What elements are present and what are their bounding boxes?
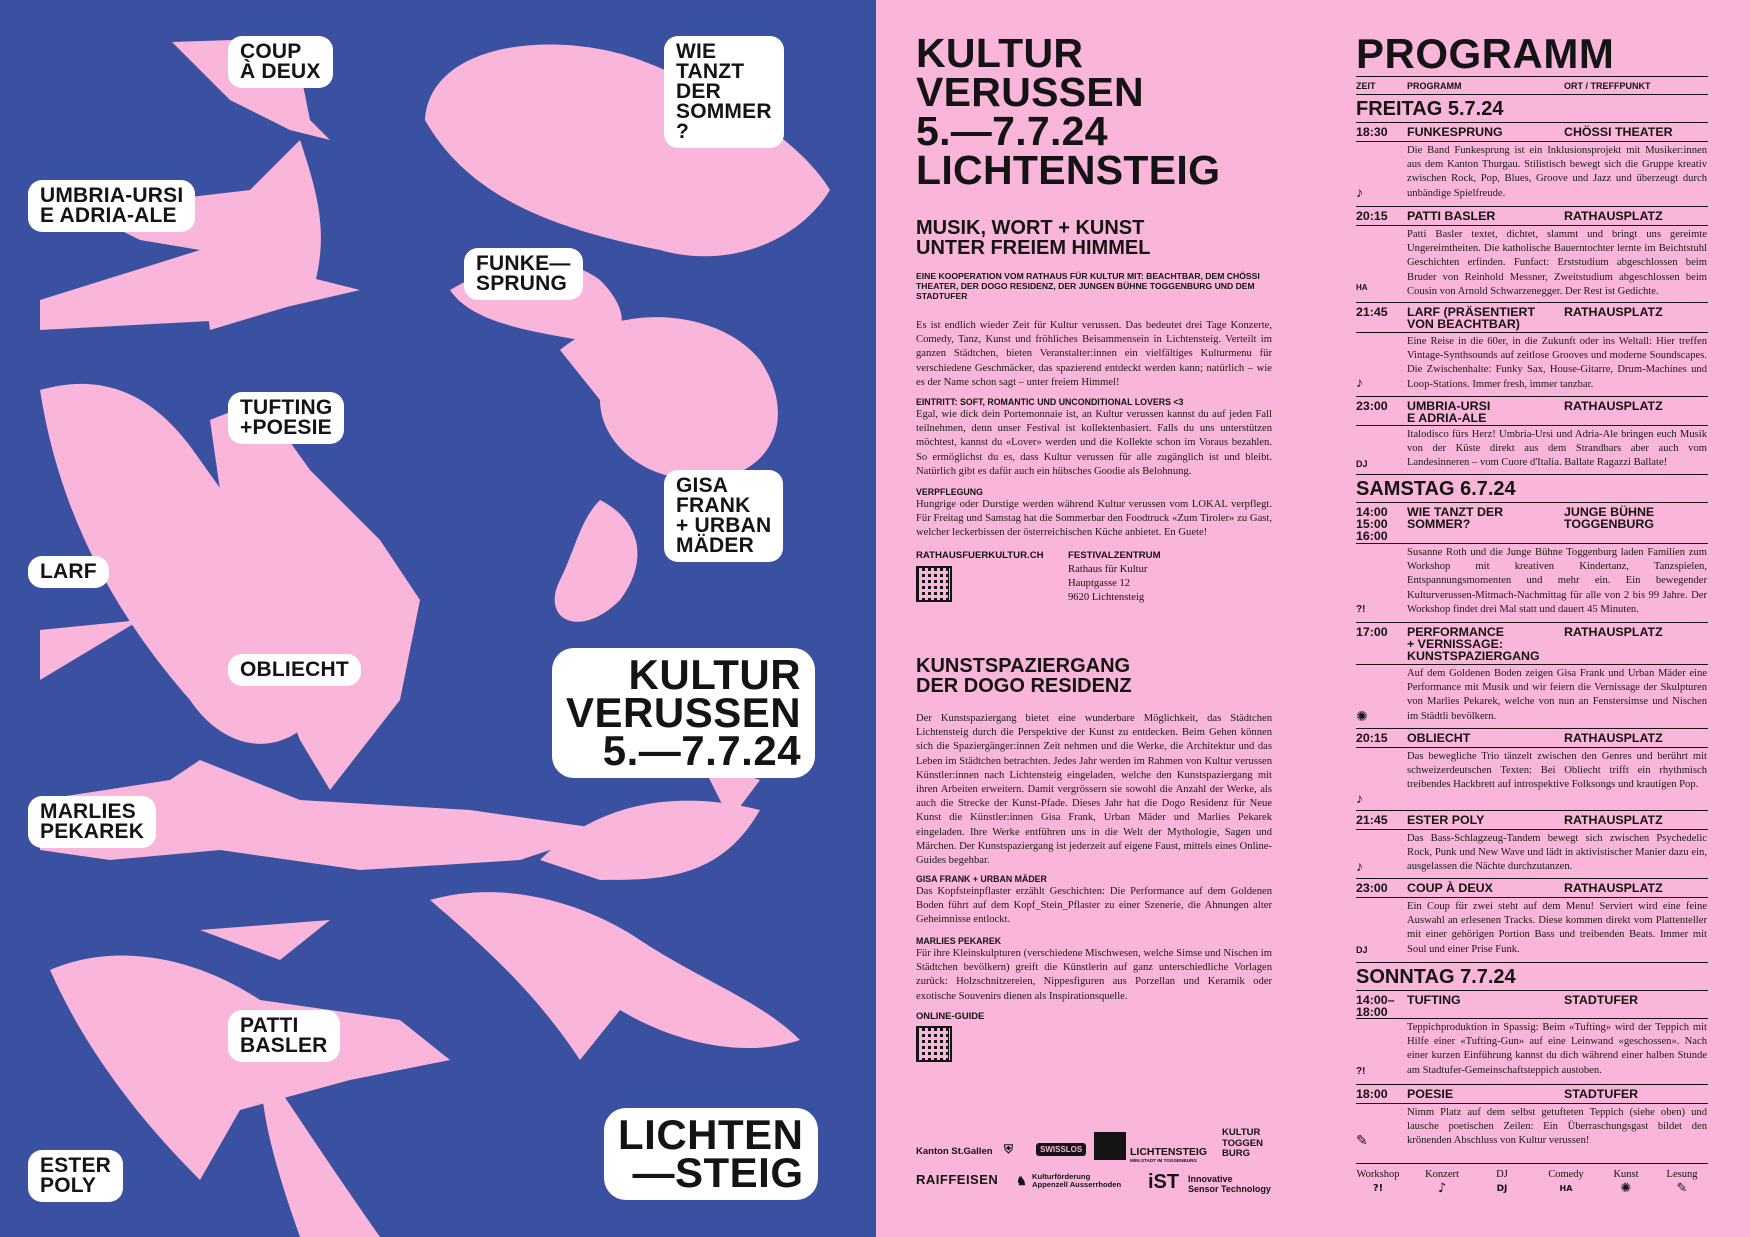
legend-reading [1652, 1169, 1712, 1196]
event-time: 14:00 15:00 16:00 [1356, 505, 1388, 543]
legend-comedy [1536, 1169, 1596, 1196]
legend-concert [1412, 1169, 1472, 1196]
poster-place-title: LICHTEN —STEIG [604, 1108, 818, 1200]
concert-icon: ♪ [1356, 790, 1363, 806]
event-wie-tanzt-der-sommer [1356, 502, 1708, 622]
event-patti-basler [1356, 206, 1708, 302]
event-name: COUP À DEUX [1407, 881, 1493, 895]
event-time: 14:00– 18:00 [1356, 993, 1395, 1019]
cooperation-note: EINE KOOPERATION VOM RATHAUS FÜR KULTUR MIT: BEACHTBAR, DEM CHÖSSI THEATER, DER DOGO RESIDENZ, DER JUNGEN BÜHNE TOGGENBURG UND DEM STADTUFER [916, 271, 1260, 301]
event-name: WIE TANZT DER SOMMER? [1407, 505, 1504, 531]
sponsor-kultur-toggenburg: KULTUR TOGGEN BURG [1222, 1127, 1263, 1159]
event-time: 21:45 [1356, 305, 1388, 319]
workshop-icon: ?! [1356, 1066, 1366, 1077]
verpflegung-text: Hungrige oder Durstige werden während Kultur verussen vom LOKAL verpflegt. Für Freitag und Samstag hat die Sommerbar den Foodtruck «Zum Tiroler» zu Gast, welcher leckerbissen der österreichischen Küche anbietet. En Guete! [916, 499, 1272, 539]
event-time: 18:30 [1356, 125, 1388, 139]
event-description: Teppichproduktion in Spassig: Beim «Tufting» wird der Teppich mit Hilfe einer «Tufting-Gun» auf eine Leinwand «geschossen». Nach einer kurzen Einführung kannst du dich während einer halben Stunde am Stadtufer-Gemeinschaftsteppich austoben. [1407, 1022, 1707, 1076]
event-description: Susanne Roth und die Junge Bühne Toggenburg laden Familien zum Workshop mit kreativen Kindertanz, Tanzspielen, Entspannungsmomenten und mehr ein. Ein bewegender Kulturverussen-Mitmach-Nachmittag für alle von 2 bis 99 Jahre. Der Workshop findet drei Mal statt und dauert 45 Minuten. [1407, 547, 1707, 615]
concert-icon: ♪ [1437, 1181, 1447, 1196]
event-divider [1356, 332, 1708, 333]
event-time: 17:00 [1356, 625, 1388, 639]
event-description: Auf dem Goldenen Boden zeigen Gisa Frank und Urban Mäder eine Performance mit Musik und wir feiern die Vernissage der Skulpturen von Marlies Pekarek, welche von nun an Fenstersimse und Nischen im Städtli bevölkern. [1407, 668, 1707, 722]
art-icon: ✺ [1356, 708, 1368, 724]
legend-label: Comedy [1548, 1169, 1584, 1180]
dj-icon: DJ [1356, 945, 1368, 955]
legend-label: Lesung [1666, 1169, 1698, 1180]
online-guide-qr-code[interactable] [916, 1026, 952, 1062]
legend-label: Workshop [1356, 1169, 1400, 1180]
legend-label: DJ [1496, 1169, 1508, 1180]
festival-center-address: Rathaus für Kultur Hauptgasse 12 9620 Lichtensteig [1068, 564, 1148, 603]
program-title: PROGRAMM [1356, 30, 1615, 77]
eintritt-section [916, 397, 1272, 479]
canton-shield-icon: ⛨ [1004, 1142, 1014, 1156]
event-time: 20:15 [1356, 209, 1388, 223]
event-divider [1356, 1018, 1708, 1019]
event-name: TUFTING [1407, 993, 1461, 1007]
event-divider [1356, 225, 1708, 226]
info-column [916, 0, 1272, 1237]
event-place: RATHAUSPLATZ [1564, 305, 1663, 319]
sponsor-kanton-st-gallen: Kanton St.Gallen [916, 1146, 993, 1157]
event-place: RATHAUSPLATZ [1564, 813, 1663, 827]
event-divider [1356, 425, 1708, 426]
kunstspaziergang-title: KUNSTSPAZIERGANG DER DOGO RESIDENZ [916, 655, 1132, 697]
workshop-icon: ?! [1356, 604, 1366, 615]
legend-dj [1472, 1169, 1532, 1196]
event-description: Ein Coup für zwei steht auf dem Menu! Serviert wird eine feine Auswahl an erlesenen Tracks. Diese kommen direkt vom Plattenteller mit einer gehörigen Portion Bass und treibenden Beats. Immer mit Soul und einer Prise Funk. [1407, 901, 1707, 955]
event-ester-poly [1356, 810, 1708, 878]
event-larf [1356, 302, 1708, 396]
marlies-text: Für ihre Kleinskulpturen (verschiedene Mischwesen, welche Simse und Nischen im Städtchen bevölkern) greift die Künstlerin auf ganz unterschiedliche Vorlagen zurück: Holzschnitzereien, Nippesfiguren aus Porzellan und Keramik oder exotische Souvenirs dienen als Inspirationsquelle. [916, 948, 1272, 1002]
concert-icon: ♪ [1356, 374, 1363, 390]
event-description: Das bewegliche Trio tänzelt zwischen den Genres und berührt mit schweizerdeutschen Texten: Bei Obliecht trifft ein rhythmisch treibendes Hackbrett auf introspektive Folksongs und krautigen Pop. [1407, 751, 1707, 791]
event-time: 20:15 [1356, 731, 1388, 745]
event-name: PATTI BASLER [1407, 209, 1496, 223]
event-place: RATHAUSPLATZ [1564, 881, 1663, 895]
sponsor-ist-tagline: Innovative Sensor Technology [1188, 1174, 1271, 1194]
art-icon: ✺ [1620, 1181, 1632, 1196]
event-description: Das Bass-Schlagzeug-Tandem bewegt sich zwischen Psychedelic Rock, Punk und New Wave und lädt in aktivistischer Manier dazu ein, ausgelassen die Nächte durchzutanzen. [1407, 833, 1707, 873]
tag-tufting-poesie: TUFTING +POESIE [228, 392, 344, 444]
marlies-heading: MARLIES PEKAREK [916, 936, 1002, 946]
legend-workshop [1348, 1169, 1408, 1196]
tag-umbria-ursi: UMBRIA-URSI E ADRIA-ALE [28, 180, 195, 232]
event-obliecht [1356, 728, 1708, 810]
event-name: UMBRIA-URSI E ADRIA-ALE [1407, 399, 1491, 425]
event-description: Patti Basler textet, dichtet, slammt und bringt uns gereimte Ungereimtheiten. Die katholische Bauerntochter lernte im Beichtstuhl Geschichten erfinden. Funfact: Erststudium abgeschlossen beim Bruder von Reinhold Messner, Zweitstudium abgeschlossen beim Cousin von Arnold Schwarzenegger. Der Rest ist Gedichte. [1407, 229, 1707, 297]
reading-icon: ✎ [1356, 1132, 1368, 1148]
event-divider [1356, 543, 1708, 544]
legend-label: Kunst [1613, 1169, 1639, 1180]
comedy-icon: HA [1356, 283, 1368, 292]
tag-coup-a-deux: COUP À DEUX [228, 36, 333, 88]
day-heading-friday: FREITAG 5.7.24 [1356, 94, 1708, 120]
tag-wie-tanzt-der-sommer: WIE TANZT DER SOMMER ? [664, 36, 784, 148]
event-time: 23:00 [1356, 881, 1388, 895]
gisa-urban-heading: GISA FRANK + URBAN MÄDER [916, 874, 1047, 884]
event-umbria-ursi [1356, 396, 1708, 474]
event-name: ESTER POLY [1407, 813, 1485, 827]
gisa-urban-text: Das Kopfsteinpflaster erzählt Geschichten: Die Performance auf dem Goldenen Boden führt auf dem Kopf_Stein_Pflaster zu einer Szenerie, die Ahnungen alter Geheimnisse entlockt. [916, 886, 1272, 926]
event-funkesprung [1356, 122, 1708, 206]
tag-larf: LARF [28, 556, 109, 588]
event-time: 18:00 [1356, 1087, 1388, 1101]
website-link[interactable]: RATHAUSFUERKULTUR.CH [916, 550, 1044, 561]
program-column [1356, 0, 1708, 1237]
sponsor-raiffeisen: RAIFFEISEN [916, 1172, 999, 1187]
col-program: PROGRAMM [1407, 81, 1462, 91]
event-name: PERFORMANCE + VERNISSAGE: KUNSTSPAZIERGANG [1407, 625, 1540, 663]
sponsor-swisslos: SWISSLOS [1036, 1143, 1086, 1156]
reading-icon: ✎ [1676, 1181, 1688, 1196]
icon-legend [1356, 1163, 1708, 1203]
tag-marlies-pekarek: MARLIES PEKAREK [28, 796, 156, 848]
event-divider [1356, 897, 1708, 898]
sponsor-lichtensteig-tagline: MINI.STADT IM TOGGENBURG [1130, 1158, 1197, 1163]
festival-title: KULTUR VERUSSEN 5.—7.7.24 LICHTENSTEIG [916, 30, 1221, 193]
event-place: JUNGE BÜHNE TOGGENBURG [1564, 505, 1655, 531]
event-description: Eine Reise in die 60er, in die Zukunft oder ins Weltall: Hier treffen Vintage-Synthsounds auf zeitlose Grooves und moderne Soundscapes. Die Zwischenhalte: Funky Sax, House-Gitarre, Drum-Machines und Loop-Stations. Immer fresh, immer tanzbar. [1407, 336, 1707, 390]
event-coup-a-deux [1356, 878, 1708, 962]
intro-text: Es ist endlich wieder Zeit für Kultur verussen. Das bedeutet drei Tage Konzerte, Comedy, Tanz, Kunst und fröhliches Beisammensein in Lichtensteig. Verteilt im ganzen Städtchen, bieten Veranstalter:innen ein vielfältiges Kulturmenu für verschiedene Geschmäcker, das spazierend entdeckt werden kann; natürlich – wie es der Name schon sagt – unter freiem Himmel! [916, 320, 1272, 388]
event-place: RATHAUSPLATZ [1564, 731, 1663, 745]
website-qr-code[interactable] [916, 566, 952, 602]
event-divider [1356, 829, 1708, 830]
legend-label: Konzert [1425, 1169, 1459, 1180]
verpflegung-heading: VERPFLEGUNG [916, 487, 983, 497]
event-place: RATHAUSPLATZ [1564, 209, 1663, 223]
event-name: LARF (PRÄSENTIERT VON BEACHTBAR) [1407, 305, 1536, 331]
tag-patti-basler: PATTI BASLER [228, 1010, 340, 1062]
col-time: ZEIT [1356, 81, 1376, 91]
dj-icon: DJ [1356, 459, 1368, 469]
event-divider [1356, 664, 1708, 665]
event-description: Nimm Platz auf dem selbst getufteten Teppich (siehe oben) und lausche poetischen Zeilen: Ein Überraschungsgast bildet den krönenden Abschluss von Kultur verussen! [1407, 1107, 1707, 1147]
day-heading-sunday: SONNTAG 7.7.24 [1356, 962, 1708, 988]
verpflegung-section [916, 487, 1272, 541]
tag-funkesprung: FUNKE— SPRUNG [464, 248, 583, 300]
event-place: STADTUFER [1564, 993, 1639, 1007]
lichtensteig-logo-icon [1094, 1132, 1126, 1160]
tag-ester-poly: ESTER POLY [28, 1150, 123, 1202]
sponsor-logos [916, 1120, 1276, 1200]
festival-subtitle: MUSIK, WORT + KUNST UNTER FREIEM HIMMEL [916, 217, 1151, 259]
legend-art [1596, 1169, 1656, 1196]
kunstspaziergang-text: Der Kunstspaziergang bietet eine wunderbare Möglichkeit, das Städtchen Lichtensteig durch die Perspektive der Kunst zu entdecken. Beim Gehen können sich die Spaziergänger:innen Zeit nehmen und die Werke, die Architektur und das Leben im Städtchen betrachten. Jedes Jahr werden im Rahmen von Kultur verussen Künstler:innen nach Lichtensteig eingeladen, welche den Kunstspaziergang mit ihren Arbeiten erweitern. Damit vergrössern sie sowohl die Anzahl der Werke, als auch die Strecke der Kunst-Pfade. Dieses Jahr hat die Dogo Residenz für Neue Kunst die Künstler:innen Gisa Frank, Urban Mäder und Marlies Pekarek eingeladen. Ihre Werke entführen uns in die Welt der Mythologie, Sagen und Märchen. Der Kunstspaziergang ist jederzeit auf eigene Faust, mittels eines Online-Guides begehbar. [916, 713, 1272, 867]
workshop-icon: ?! [1372, 1183, 1384, 1194]
program-column-headers [1356, 76, 1708, 92]
event-place: STADTUFER [1564, 1087, 1639, 1101]
event-time: 23:00 [1356, 399, 1388, 413]
sponsor-appenzell: Kulturförderung Appenzell Ausserrhoden [1032, 1172, 1122, 1189]
col-place: ORT / TREFFPUNKT [1564, 81, 1651, 91]
tag-obliecht: OBLIECHT [228, 654, 361, 686]
event-name: POESIE [1407, 1087, 1454, 1101]
event-divider [1356, 1103, 1708, 1104]
event-place: RATHAUSPLATZ [1564, 399, 1663, 413]
event-name: FUNKESPRUNG [1407, 125, 1503, 139]
event-time: 21:45 [1356, 813, 1388, 827]
event-divider [1356, 141, 1708, 142]
festival-center-heading: FESTIVALZENTRUM [1068, 550, 1161, 561]
concert-icon: ♪ [1356, 184, 1363, 200]
event-divider [1356, 747, 1708, 748]
sponsor-ist: iST [1148, 1171, 1180, 1193]
event-description: Die Band Funkesprung ist ein Inklusionsprojekt mit Musiker:innen aus dem Kanton Thurgau. Stilistisch bewegt sich die Gruppe kreativ zwischen Rock, Pop, Blues, Groove und Jazz und überzeugt durch unbändige Spielfreude. [1407, 145, 1707, 199]
online-guide-heading: ONLINE-GUIDE [916, 1010, 985, 1021]
event-description: Italodisco fürs Herz! Umbria-Ursi und Adria-Ale bringen euch Musik von der Küste direkt aus dem Strandbars aber auch vom Landesinneren – vom Cuore d'Italia. Ballate Ragazzi Ballate! [1407, 429, 1707, 469]
eintritt-heading: EINTRITT: SOFT, ROMANTIC UND UNCONDITIONAL LOVERS <3 [916, 397, 1184, 407]
event-place: RATHAUSPLATZ [1564, 625, 1663, 639]
gisa-urban-section [916, 874, 1272, 928]
event-performance-vernissage [1356, 622, 1708, 728]
event-place: CHÖSSI THEATER [1564, 125, 1673, 139]
eintritt-text: Egal, wie dick dein Portemonnaie ist, an Kultur verussen kannst du auf jeden Fall teilnehmen, denn unser Festival ist kollektenbasiert. Falls du uns unterstützen möchtest, kannst du «Lover» werden und die Kollekte schon im Voraus bezahlen. So ermöglichst du es, dass Kultur verussen für alle zugänglich ist und bleibt. Natürlich gibt es dafür auch ein hübsches Goodie als Belohnung. [916, 409, 1272, 477]
tag-gisa-frank-urban-maeder: GISA FRANK + URBAN MÄDER [664, 470, 783, 562]
concert-icon: ♪ [1356, 858, 1363, 874]
sponsor-lichtensteig: LICHTENSTEIG [1130, 1146, 1208, 1158]
dj-icon: DJ [1496, 1184, 1508, 1194]
marlies-section [916, 936, 1272, 1004]
day-heading-saturday: SAMSTAG 6.7.24 [1356, 474, 1708, 500]
event-name: OBLIECHT [1407, 731, 1471, 745]
event-poesie [1356, 1084, 1708, 1163]
poster-main-title: KULTUR VERUSSEN 5.—7.7.24 [552, 648, 815, 778]
comedy-icon: HA [1559, 1184, 1573, 1193]
appenzell-bear-icon: ♞ [1016, 1174, 1027, 1188]
event-tufting [1356, 990, 1708, 1084]
